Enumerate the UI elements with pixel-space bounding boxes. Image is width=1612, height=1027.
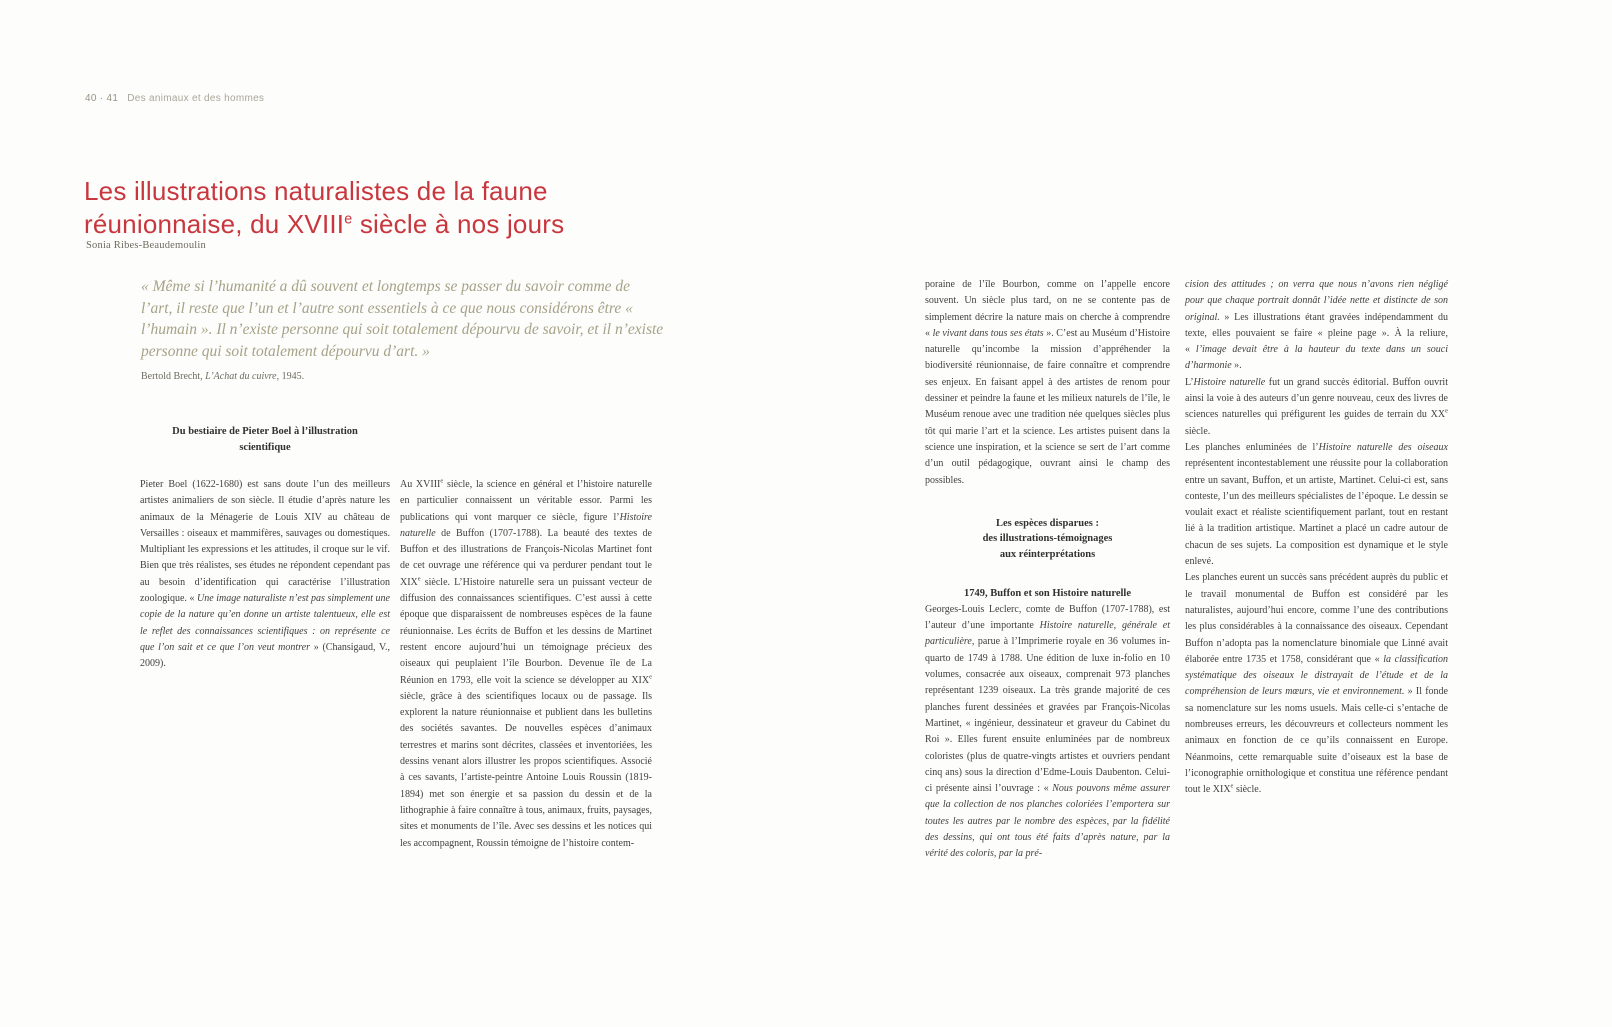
epigraph-attribution: Bertold Brecht, L’Achat du cuivre, 1945. xyxy=(141,371,305,382)
paragraph: L’Histoire naturelle fut un grand succès éditorial. Buffon ouvrit ainsi la voie à des auteurs d’un genre nouveau, ceux des livres de sciences naturelles qui préfigurent les guides de terrain du XXe siècle. xyxy=(1185,376,1448,437)
body-column-1 xyxy=(140,477,390,673)
running-header xyxy=(85,93,264,104)
paragraph: Pieter Boel (1622-1680) est sans doute l’un des meilleurs artistes animaliers de son siècle. Il étudie d’après nature les animaux de la Ménagerie de Louis XIV au château de Versailles : oiseaux et mammifères, sauvages ou domestiques. Multipliant les expressions et les attitudes, il croque sur le vif. Bien que très réalistes, ses études ne répondent cependant pas au besoin d’identification qui caractérise l’illustration zoologique. « Une image naturaliste n’est pas simplement une copie de la nature qu’en donne un artiste talentueux, elle est le reflet des connaissances scientifiques : on représente ce que l’on sait et ce que l’on veut montrer » (Chansigaud, V., 2009). xyxy=(140,479,390,670)
author-byline: Sonia Ribes-Beaudemoulin xyxy=(86,240,206,251)
paragraph: poraine de l’île Bourbon, comme on l’appelle encore souvent. Un siècle plus tard, on ne se contente pas de simplement décrire la nature mais on cherche à comprendre « le vivant dans tous ses états ». C’est au Muséum d’Histoire naturelle qu’incombe la mission d’appréhender la biodiversité réunionnaise, de faire connaître et comprendre ses enjeux. En faisant appel à des artistes de renom pour dessiner et peindre la faune et les milieux naturels de l’île, le Muséum renoue avec une tradition née quelques siècles plus tôt qui marie l’art et la science. Les artistes puisent dans la science une inspiration, et la science se sert de l’art comme d’un outil pédagogique, ouvrant ainsi le champ des possibles. xyxy=(925,279,1171,486)
article-title: Les illustrations naturalistes de la faune réunionnaise, du XVIIIe siècle à nos jours xyxy=(84,176,565,240)
section-heading-especes-disparues: Les espèces disparues : des illustrations-témoignages aux réinterprétations xyxy=(982,517,1113,560)
paragraph: cision des attitudes ; on verra que nous n’avons rien négligé pour que chaque portrait donnât l’idée nette et distincte de son original. » Les illustrations étant gravées indépendamment du texte, elles pouvaient se faire « pleine page ». À la reliure, « l’image devait être à la hauteur du texte dans un souci d’harmonie ». xyxy=(1185,279,1448,372)
body-column-2 xyxy=(400,477,652,852)
section-heading-bestiaire: Du bestiaire de Pieter Boel à l’illustration scientifique xyxy=(172,426,358,453)
page-numbers: 40 · 41 xyxy=(85,93,119,104)
body-column-3 xyxy=(925,277,1170,863)
epigraph-quote: « Même si l’humanité a dû souvent et longtemps se passer du savoir comme de l’art, il reste que l’un et l’autre sont essentiels à ce que nous considérons être « l’humain ». Il n’existe personne qui soit totalement dépourvu de savoir, et il n’existe personne qui soit totalement dépourvu d’art. » xyxy=(141,278,664,360)
body-column-4 xyxy=(1185,277,1448,799)
paragraph: Au XVIIIe siècle, la science en général et l’histoire naturelle en particulier connaissent un véritable essor. Parmi les publications qui vont marquer ce siècle, figure l’Histoire naturelle de Buffon (1707-1788). La beauté des textes de Buffon et des illustrations de François-Nicolas Martinet font de cet ouvrage une référence qui va perdurer pendant tout le XIXe siècle. L’Histoire naturelle sera un puissant vecteur de diffusion des connaissances scientifiques. C’est aussi à cette époque que disparaissent de nombreuses espèces de la faune réunionnaise. Les écrits de Buffon et les dessins de Martinet restent encore aujourd’hui un témoignage précieux des oiseaux qui peuplaient l’île Bourbon. Devenue île de La Réunion en 1793, elle voit la science se développer au XIXe siècle, grâce à des scientifiques locaux ou de passage. Ils explorent la nature réunionnaise et publient dans les bulletins des sociétés savantes. De nouvelles espèces d’animaux terrestres et marins sont décrites, classées et inventoriées, les dessins venant alors illustrer les propos scientifiques. Associé à ces savants, l’artiste-peintre Antoine Louis Roussin (1819-1894) met son énergie et sa passion du dessin et de la lithographie à faire connaître à tous, animaux, fruits, paysages, sites et monuments de l’île. Avec ses dessins et les notices qui les accompagnent, Roussin témoigne de l’histoire contem- xyxy=(400,477,652,849)
paragraph: Les planches enluminées de l’Histoire naturelle des oiseaux représentent incontestablement une réussite pour la collaboration entre un savant, Buffon, et un artiste, Martinet. Celui-ci est, sans conteste, l’un des meilleurs spécialistes de l’époque. Le dessin se voulait exact et réaliste scientifiquement parlant, tout en restant lié à la tradition artistique. Martinet a placé un cadre autour de chacun de ses sujets. La composition est dynamique et le style enlevé. xyxy=(1185,441,1448,568)
section-heading-1749-buffon: 1749, Buffon et son Histoire naturelle xyxy=(963,588,1132,600)
chapter-title: Des animaux et des hommes xyxy=(127,93,265,104)
paragraph: Les planches eurent un succès sans précédent auprès du public et le travail monumental de Buffon est considéré par les naturalistes, aujourd’hui encore, comme l’une des contributions les plus considérables à la connaissance des oiseaux. Cependant Buffon n’adopta pas la nomenclature binomiale que Linné avait élaborée entre 1735 et 1758, considérant que « la classification systématique des oiseaux le distrayait de l’étude et de la compréhension de leurs mœurs, vie et environnement. » Il fonde sa nomenclature sur les noms usuels. Mais celle-ci s’entache de nombreuses erreurs, les découvreurs et collecteurs nomment les animaux en fonction de ce qu’ils connaissent en Europe. Néanmoins, cette remarquable suite d’oiseaux est la base de l’iconographie ornithologique et constitua une référence pendant tout le XIXe siècle. xyxy=(1185,572,1449,796)
paragraph: Georges-Louis Leclerc, comte de Buffon (1707-1788), est l’auteur d’une importante Histoire naturelle, générale et particulière, parue à l’Imprimerie royale en 36 volumes in-quarto de 1749 à 1788. Une édition de luxe in-folio en 10 volumes, consacrée aux oiseaux, comprenait 973 planches représentant 1239 oiseaux. La très grande majorité de ces planches furent dessinées et gravées par François-Nicolas Martinet, « ingénieur, dessinateur et graveur du Cabinet du Roi ». Elles furent ensuite enluminées par de nombreux coloristes (plus de quatre-vingts artistes et ouvriers pendant cinq ans) sous la direction d’Edme-Louis Daubenton. Celui-ci présente ainsi l’ouvrage : « Nous pouvons même assurer que la collection de nos planches coloriées l’emportera sur toutes les autres par le nombre des espèces, par la fidélité des dessins, qui ont tous été faits d’après nature, par la vérité des coloris, par la pré- xyxy=(925,603,1170,860)
